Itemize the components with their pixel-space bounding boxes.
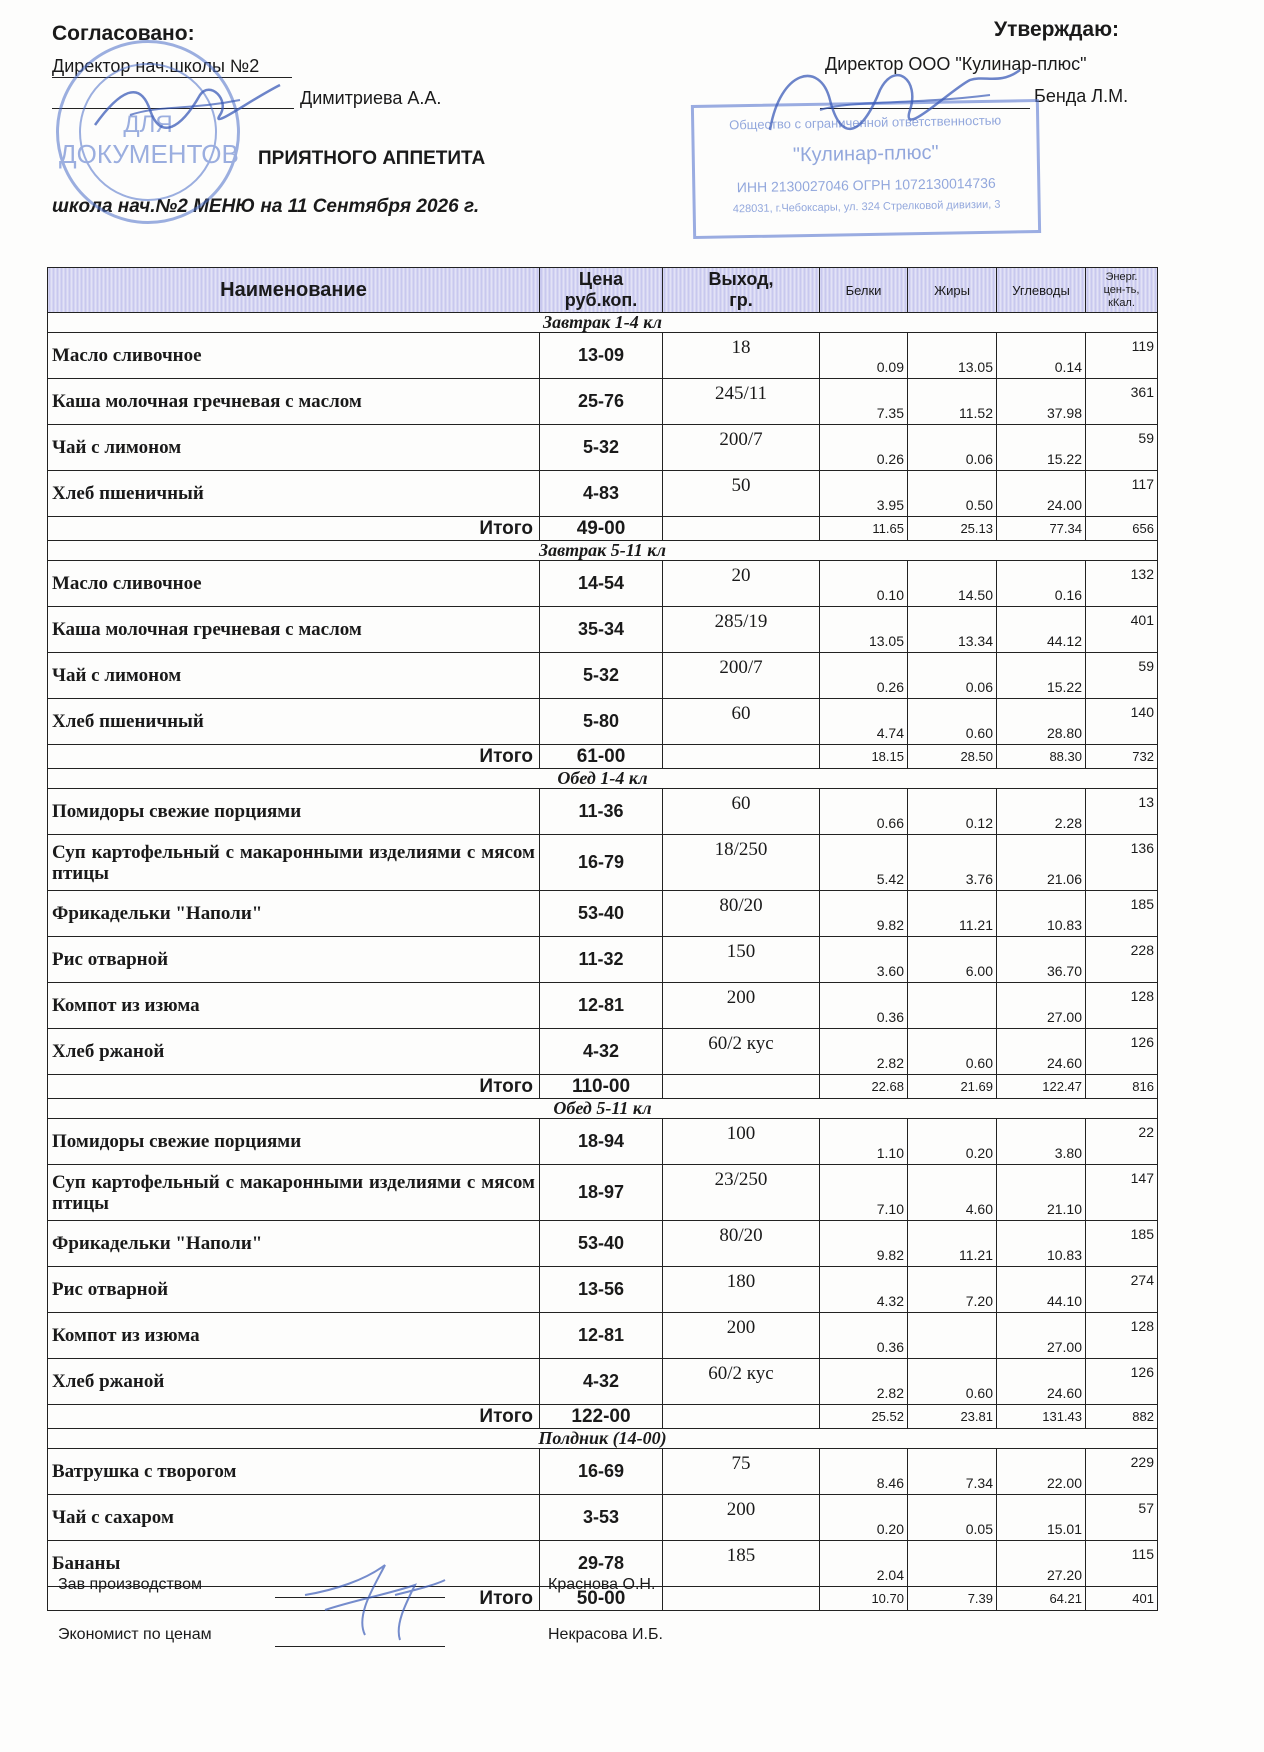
confirm-position: Директор ООО "Кулинар-плюс" [825,54,1087,74]
dish-name: Фрикадельки "Наполи" [48,891,540,937]
dish-kcal: 119 [1086,333,1158,379]
total-yield-empty [663,1405,820,1429]
total-label: Итого [48,1587,540,1611]
section-row [48,769,1158,789]
dish-protein: 4.32 [820,1267,908,1313]
dish-fat: 6.00 [908,937,997,983]
table-row [48,1495,1158,1541]
dish-yield: 180 [663,1267,820,1313]
dish-price: 5-32 [540,425,663,471]
table-row [48,699,1158,745]
dish-kcal: 185 [1086,891,1158,937]
dish-fat: 13.05 [908,333,997,379]
dish-carbs: 3.80 [997,1119,1086,1165]
dish-name: Суп картофельный с макаронными изделиями с мясом птицы [48,835,540,891]
total-carbs: 122.47 [997,1075,1086,1099]
dish-protein: 0.10 [820,561,908,607]
dish-carbs: 21.06 [997,835,1086,891]
production-label: Зав производством [58,1576,202,1593]
total-row [48,745,1158,769]
total-protein: 22.68 [820,1075,908,1099]
total-price: 50-00 [540,1587,663,1611]
dish-yield: 60 [663,699,820,745]
dish-fat [908,983,997,1029]
section-title: Обед 1-4 кл [48,769,1158,789]
economist-name: Некрасова И.Б. [548,1626,663,1643]
dish-carbs: 15.01 [997,1495,1086,1541]
table-header [48,268,1158,313]
total-row [48,517,1158,541]
dish-protein: 9.82 [820,1221,908,1267]
total-fat: 7.39 [908,1587,997,1611]
dish-yield: 75 [663,1449,820,1495]
dish-name: Ватрушка с творогом [48,1449,540,1495]
section-title: Завтрак 5-11 кл [48,541,1158,561]
dish-kcal: 126 [1086,1029,1158,1075]
dish-price: 16-69 [540,1449,663,1495]
dish-carbs: 27.20 [997,1541,1086,1587]
dish-fat: 0.06 [908,425,997,471]
dish-price: 13-56 [540,1267,663,1313]
dish-name: Компот из изюма [48,983,540,1029]
dish-price: 4-83 [540,471,663,517]
dish-price: 13-09 [540,333,663,379]
dish-price: 18-94 [540,1119,663,1165]
total-kcal: 732 [1086,745,1158,769]
dish-protein: 0.09 [820,333,908,379]
total-protein: 18.15 [820,745,908,769]
dish-carbs: 15.22 [997,653,1086,699]
dish-protein: 0.26 [820,425,908,471]
dish-protein: 4.74 [820,699,908,745]
dish-name: Бананы [48,1541,540,1587]
total-price: 61-00 [540,745,663,769]
footer-signature [295,1555,455,1650]
table-row [48,1313,1158,1359]
menu-body [48,313,1158,1611]
dish-price: 11-32 [540,937,663,983]
total-kcal: 882 [1086,1405,1158,1429]
confirm-signature [760,50,1030,150]
dish-name: Чай с лимоном [48,653,540,699]
confirm-name: Бенда Л.М. [1034,86,1129,106]
dish-carbs: 15.22 [997,425,1086,471]
dish-carbs: 37.98 [997,379,1086,425]
dish-fat [908,1541,997,1587]
dish-protein: 0.26 [820,653,908,699]
round-stamp-text-2: ДОКУМЕНТОВ [59,139,239,169]
total-carbs: 88.30 [997,745,1086,769]
dish-carbs: 44.12 [997,607,1086,653]
dish-name: Чай с лимоном [48,425,540,471]
total-price: 49-00 [540,517,663,541]
dish-kcal: 132 [1086,561,1158,607]
dish-yield: 18 [663,333,820,379]
dish-kcal: 361 [1086,379,1158,425]
dish-protein: 3.95 [820,471,908,517]
section-row [48,541,1158,561]
dish-protein: 7.35 [820,379,908,425]
dish-protein: 0.20 [820,1495,908,1541]
total-carbs: 131.43 [997,1405,1086,1429]
dish-name: Чай с сахаром [48,1495,540,1541]
confirm-label: Утверждаю: [994,18,1120,41]
dish-name: Хлеб пшеничный [48,699,540,745]
dish-kcal: 147 [1086,1165,1158,1221]
dish-price: 12-81 [540,1313,663,1359]
dish-price: 14-54 [540,561,663,607]
dish-carbs: 10.83 [997,891,1086,937]
dish-protein: 0.36 [820,1313,908,1359]
company-stamp-text-4: 428031, г.Чебоксары, ул. 324 Стрелковой дивизии, 3 [732,198,1001,216]
col-protein: Белки [820,268,908,313]
dish-name: Рис отварной [48,937,540,983]
dish-fat: 13.34 [908,607,997,653]
total-kcal: 816 [1086,1075,1158,1099]
table-row [48,1449,1158,1495]
dish-name: Хлеб ржаной [48,1029,540,1075]
dish-protein: 2.04 [820,1541,908,1587]
dish-fat [908,1313,997,1359]
table-row [48,1221,1158,1267]
dish-yield: 100 [663,1119,820,1165]
dish-carbs: 21.10 [997,1165,1086,1221]
production-name: Краснова О.Н. [548,1576,656,1593]
total-price: 110-00 [540,1075,663,1099]
dish-name: Масло сливочное [48,333,540,379]
table-row [48,561,1158,607]
dish-kcal: 117 [1086,471,1158,517]
dish-carbs: 22.00 [997,1449,1086,1495]
dish-fat: 7.20 [908,1267,997,1313]
approved-position: Директор нач.школы №2 [52,56,292,78]
table-row [48,937,1158,983]
dish-kcal: 228 [1086,937,1158,983]
table-row [48,379,1158,425]
dish-yield: 200 [663,1495,820,1541]
dish-carbs: 27.00 [997,983,1086,1029]
table-row [48,653,1158,699]
dish-yield: 80/20 [663,1221,820,1267]
menu-subtitle: школа нач.№2 МЕНЮ на 11 Сентября 2026 г. [52,196,480,217]
dish-price: 53-40 [540,891,663,937]
col-price: Цена руб.коп. [540,268,663,313]
dish-carbs: 10.83 [997,1221,1086,1267]
dish-protein: 5.42 [820,835,908,891]
dish-kcal: 401 [1086,607,1158,653]
dish-name: Хлеб ржаной [48,1359,540,1405]
approved-signature [90,70,290,140]
dish-kcal: 274 [1086,1267,1158,1313]
dish-protein: 1.10 [820,1119,908,1165]
dish-kcal: 115 [1086,1541,1158,1587]
dish-fat: 0.60 [908,1029,997,1075]
table-row [48,789,1158,835]
total-fat: 23.81 [908,1405,997,1429]
section-title: Завтрак 1-4 кл [48,313,1158,333]
dish-price: 16-79 [540,835,663,891]
dish-yield: 200 [663,1313,820,1359]
dish-kcal: 13 [1086,789,1158,835]
total-kcal: 656 [1086,517,1158,541]
dish-fat: 0.05 [908,1495,997,1541]
section-row [48,1099,1158,1119]
dish-yield: 50 [663,471,820,517]
col-carbs: Углеводы [997,268,1086,313]
dish-price: 11-36 [540,789,663,835]
total-kcal: 401 [1086,1587,1158,1611]
dish-price: 3-53 [540,1495,663,1541]
dish-price: 35-34 [540,607,663,653]
dish-carbs: 24.00 [997,471,1086,517]
dish-fat: 11.52 [908,379,997,425]
dish-carbs: 36.70 [997,937,1086,983]
col-yield: Выход, гр. [663,268,820,313]
dish-protein: 0.66 [820,789,908,835]
dish-yield: 200 [663,983,820,1029]
dish-yield: 185 [663,1541,820,1587]
dish-yield: 60 [663,789,820,835]
total-fat: 21.69 [908,1075,997,1099]
total-yield-empty [663,1075,820,1099]
dish-protein: 8.46 [820,1449,908,1495]
dish-name: Суп картофельный с макаронными изделиями с мясом птицы [48,1165,540,1221]
company-stamp-text-3: ИНН 2130027046 ОГРН 1072130014736 [736,174,996,196]
dish-kcal: 57 [1086,1495,1158,1541]
dish-carbs: 28.80 [997,699,1086,745]
section-title: Полдник (14-00) [48,1429,1158,1449]
dish-price: 18-97 [540,1165,663,1221]
dish-yield: 200/7 [663,653,820,699]
table-row [48,835,1158,891]
dish-carbs: 0.16 [997,561,1086,607]
dish-protein: 3.60 [820,937,908,983]
total-price: 122-00 [540,1405,663,1429]
table-row [48,1029,1158,1075]
table-row [48,1119,1158,1165]
total-protein: 25.52 [820,1405,908,1429]
dish-protein: 13.05 [820,607,908,653]
dish-name: Каша молочная гречневая с маслом [48,379,540,425]
dish-fat: 3.76 [908,835,997,891]
dish-price: 12-81 [540,983,663,1029]
section-title: Обед 5-11 кл [48,1099,1158,1119]
dish-carbs: 44.10 [997,1267,1086,1313]
dish-fat: 0.60 [908,1359,997,1405]
dish-carbs: 27.00 [997,1313,1086,1359]
dish-fat: 11.21 [908,1221,997,1267]
dish-kcal: 229 [1086,1449,1158,1495]
dish-name: Компот из изюма [48,1313,540,1359]
dish-kcal: 136 [1086,835,1158,891]
table-row [48,607,1158,653]
dish-name: Хлеб пшеничный [48,471,540,517]
total-carbs: 64.21 [997,1587,1086,1611]
dish-fat: 11.21 [908,891,997,937]
dish-yield: 23/250 [663,1165,820,1221]
dish-carbs: 24.60 [997,1359,1086,1405]
page-title: ПРИЯТНОГО АППЕТИТА [258,148,486,169]
table-row [48,891,1158,937]
dish-yield: 60/2 кус [663,1359,820,1405]
total-protein: 10.70 [820,1587,908,1611]
total-label: Итого [48,745,540,769]
dish-fat: 14.50 [908,561,997,607]
col-name: Наименование [48,268,540,313]
total-fat: 25.13 [908,517,997,541]
dish-carbs: 2.28 [997,789,1086,835]
total-yield-empty [663,517,820,541]
dish-protein: 9.82 [820,891,908,937]
dish-price: 5-80 [540,699,663,745]
total-fat: 28.50 [908,745,997,769]
approved-name: Димитриева А.А. [300,88,442,108]
dish-kcal: 128 [1086,1313,1158,1359]
dish-price: 25-76 [540,379,663,425]
dish-kcal: 126 [1086,1359,1158,1405]
total-carbs: 77.34 [997,517,1086,541]
dish-fat: 4.60 [908,1165,997,1221]
approved-label: Согласовано: [52,22,195,45]
dish-fat: 0.06 [908,653,997,699]
col-fat: Жиры [908,268,997,313]
dish-yield: 80/20 [663,891,820,937]
table-row [48,471,1158,517]
dish-name: Фрикадельки "Наполи" [48,1221,540,1267]
company-stamp-text-1: Общество с ограниченной ответственностью [729,112,1002,133]
dish-fat: 0.20 [908,1119,997,1165]
dish-protein: 2.82 [820,1029,908,1075]
total-protein: 11.65 [820,517,908,541]
table-row [48,333,1158,379]
dish-yield: 285/19 [663,607,820,653]
dish-protein: 0.36 [820,983,908,1029]
dish-name: Каша молочная гречневая с маслом [48,607,540,653]
dish-yield: 150 [663,937,820,983]
dish-fat: 0.60 [908,699,997,745]
dish-name: Помидоры свежие порциями [48,789,540,835]
dish-kcal: 140 [1086,699,1158,745]
dish-carbs: 24.60 [997,1029,1086,1075]
section-row [48,1429,1158,1449]
dish-protein: 7.10 [820,1165,908,1221]
dish-price: 29-78 [540,1541,663,1587]
dish-protein: 2.82 [820,1359,908,1405]
dish-price: 4-32 [540,1359,663,1405]
total-row [48,1405,1158,1429]
total-label: Итого [48,517,540,541]
dish-name: Масло сливочное [48,561,540,607]
table-row [48,1165,1158,1221]
dish-carbs: 0.14 [997,333,1086,379]
dish-price: 4-32 [540,1029,663,1075]
section-row [48,313,1158,333]
dish-yield: 60/2 кус [663,1029,820,1075]
table-row [48,425,1158,471]
total-yield-empty [663,1587,820,1611]
total-label: Итого [48,1405,540,1429]
total-yield-empty [663,745,820,769]
dish-yield: 200/7 [663,425,820,471]
table-row [48,983,1158,1029]
dish-kcal: 128 [1086,983,1158,1029]
dish-price: 53-40 [540,1221,663,1267]
company-stamp-text-2: "Кулинар-плюс" [792,141,939,167]
col-energy: Энерг. цен-ть, кКал. [1086,268,1158,313]
dish-yield: 20 [663,561,820,607]
menu-table [47,267,1158,1611]
dish-kcal: 59 [1086,425,1158,471]
round-stamp-text-1: ДЛЯ [123,111,173,138]
dish-name: Рис отварной [48,1267,540,1313]
dish-name: Помидоры свежие порциями [48,1119,540,1165]
dish-kcal: 22 [1086,1119,1158,1165]
table-row [48,1267,1158,1313]
dish-fat: 0.12 [908,789,997,835]
dish-fat: 7.34 [908,1449,997,1495]
dish-price: 5-32 [540,653,663,699]
dish-kcal: 185 [1086,1221,1158,1267]
dish-kcal: 59 [1086,653,1158,699]
total-row [48,1075,1158,1099]
dish-yield: 18/250 [663,835,820,891]
table-row [48,1359,1158,1405]
dish-yield: 245/11 [663,379,820,425]
dish-fat: 0.50 [908,471,997,517]
total-label: Итого [48,1075,540,1099]
economist-label: Экономист по ценам [58,1626,212,1643]
